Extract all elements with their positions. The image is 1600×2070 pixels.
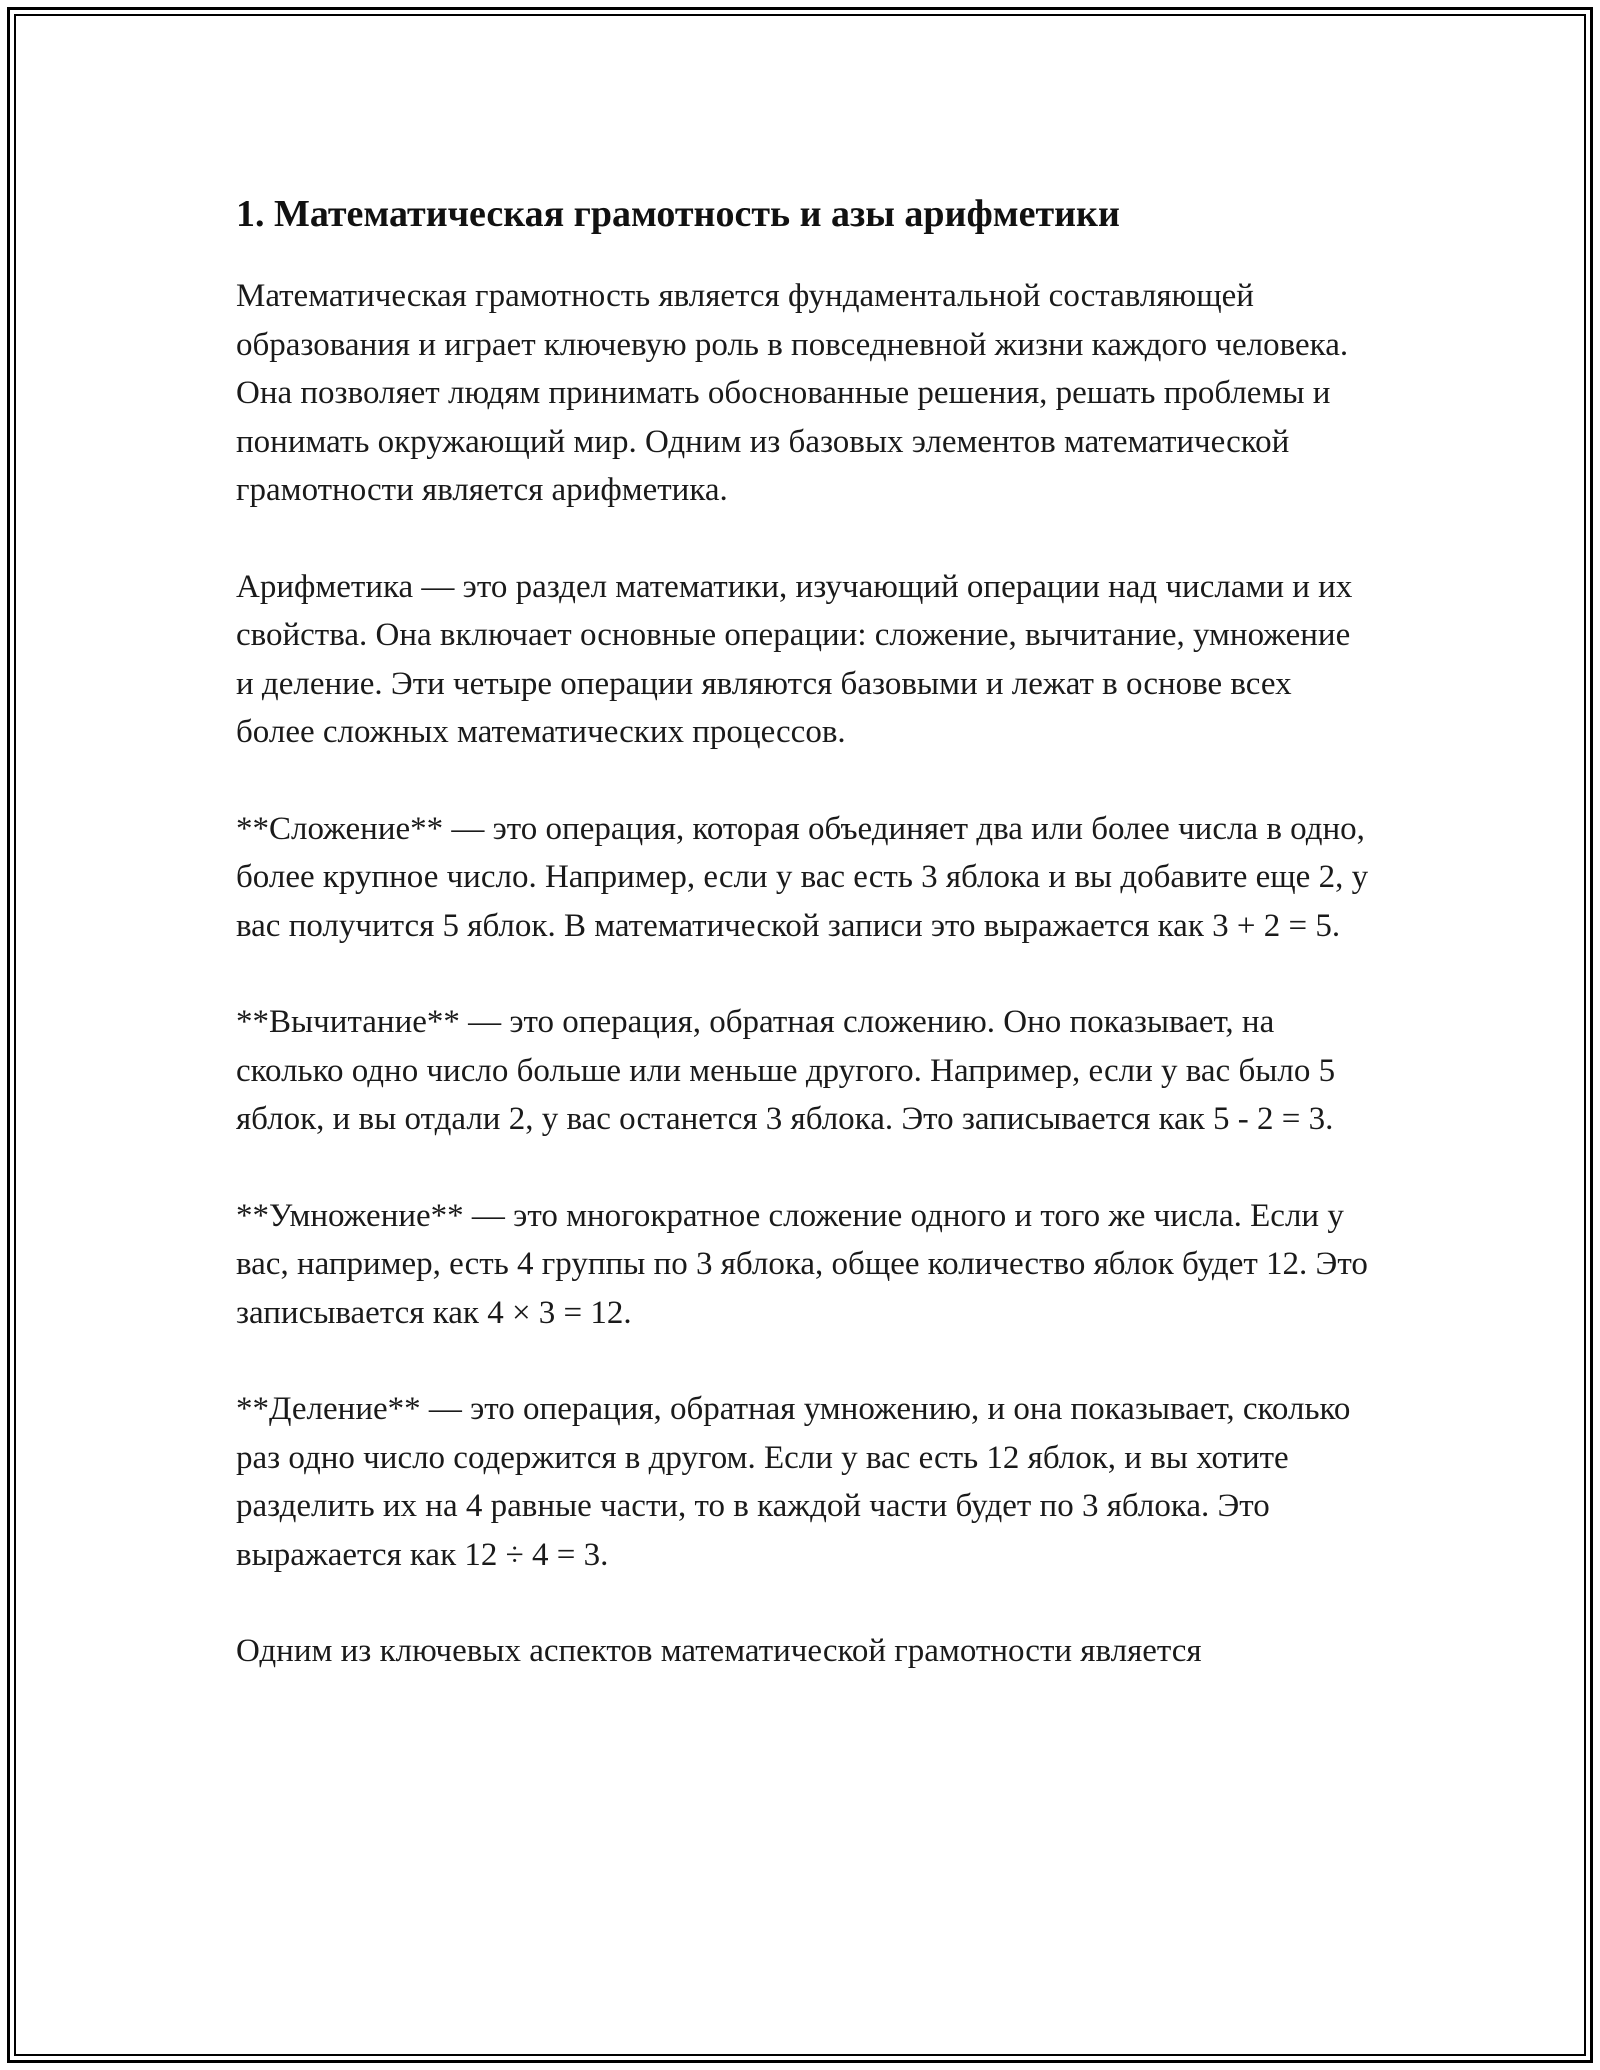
paragraph-closing: Одним из ключевых аспектов математической грамотности является [236,1633,1202,1669]
paragraph-addition: **Сложение** — это операция, которая объединяет два или более числа в одно, более крупное число. Например, если у вас есть 3 яблока и вы добавите еще 2, у вас получится 5 яблок. В математической записи это выражается как 3 + 2 = 5. [236,810,1369,944]
paragraph-intro: Математическая грамотность является фундаментальной составляющей образования и играет ключевую роль в повседневной жизни каждого человека. Она позволяет людям принимать обоснованные решения, решать проблемы и понимать окружающий мир. Одним из базовых элементов математической грамотности является арифметика. [236,278,1349,508]
section-heading: 1. Математическая грамотность и азы арифметики [236,193,1120,235]
paragraph-subtraction: **Вычитание** — это операция, обратная сложению. Оно показывает, на сколько одно число больше или меньше другого. Например, если у вас было 5 яблок, и вы отдали 2, у вас останется 3 яблока. Это записывается как 5 - 2 = 3. [236,1004,1336,1137]
paragraph-division: **Деление** — это операция, обратная умножению, и она показывает, сколько раз одно число содержится в другом. Если у вас есть 12 яблок, и вы хотите разделить их на 4 равные части, то в каждой части будет по 3 яблока. Это выражается как 12 ÷ 4 = 3. [236,1391,1351,1573]
paragraph-multiplication: **Умножение** — это многократное сложение одного и того же числа. Если у вас, например, есть 4 группы по 3 яблока, общее количество яблок будет 12. Это записывается как 4 × 3 = 12. [236,1197,1368,1331]
document-body [236,180,1376,1724]
paragraph-arithmetic: Арифметика — это раздел математики, изучающий операции над числами и их свойства. Она включает основные операции: сложение, вычитание, умножение и деление. Эти четыре операции являются базовыми и лежат в основе всех более сложных математических процессов. [236,568,1353,750]
